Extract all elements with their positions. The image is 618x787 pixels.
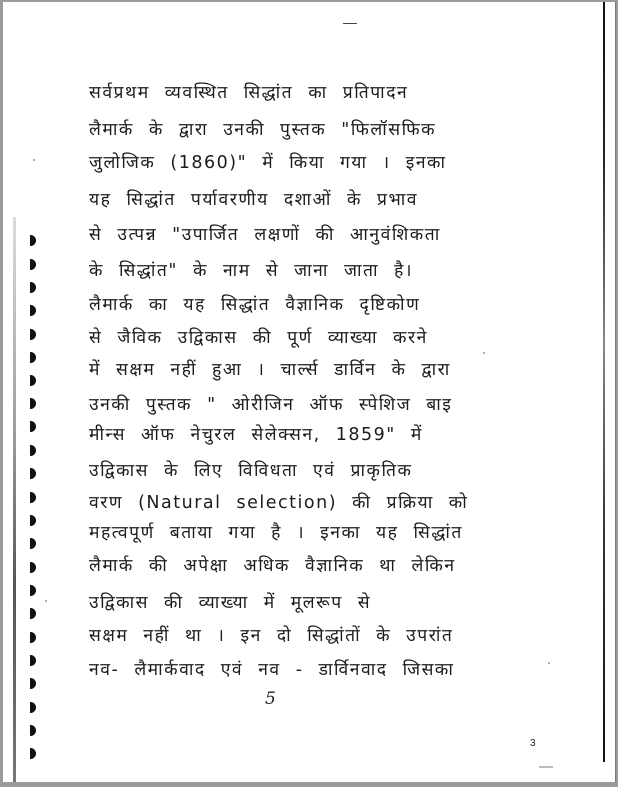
punch-hole-icon bbox=[30, 608, 36, 619]
punch-hole-icon bbox=[30, 398, 36, 409]
punch-hole-icon bbox=[30, 585, 36, 596]
text-line: नव- लैमार्कवाद एवं नव - डार्विनवाद जिसका bbox=[89, 660, 455, 680]
punch-hole-icon bbox=[30, 725, 36, 736]
punch-hole-icon bbox=[30, 259, 36, 270]
punch-hole-icon bbox=[30, 562, 36, 573]
text-line: मीन्स ऑफ नेचुरल सेलेक्सन, 1859" में bbox=[89, 425, 423, 445]
text-line: से जैविक उद्विकास की पूर्ण व्याख्या करने bbox=[89, 328, 428, 348]
scan-speck bbox=[33, 159, 35, 161]
text-line: में सक्षम नहीं हुआ । चार्ल्स डार्विन के द्वारा bbox=[89, 360, 451, 380]
text-line: उद्विकास की व्याख्या में मूलरूप से bbox=[89, 593, 372, 613]
text-line: से उत्पन्न "उपार्जित लक्षणों की आनुवंशिकता bbox=[89, 225, 441, 245]
punch-hole-icon bbox=[30, 678, 36, 689]
text-line: सक्षम नहीं था । इन दो सिद्धांतों के उपरांत bbox=[89, 626, 454, 646]
text-line: लैमार्क की अपेक्षा अधिक वैज्ञानिक था लेकिन bbox=[89, 556, 456, 576]
punch-hole-icon bbox=[30, 702, 36, 713]
text-line: जुलोजिक (1860)" में किया गया । इनका bbox=[89, 153, 447, 173]
scan-speck bbox=[548, 662, 550, 664]
right-margin-line bbox=[603, 2, 605, 762]
text-line: सर्वप्रथम व्यवस्थित सिद्धांत का प्रतिपादन bbox=[89, 83, 409, 103]
punch-hole-icon bbox=[30, 492, 36, 503]
text-line: उद्विकास के लिए विविधता एवं प्राकृतिक bbox=[89, 461, 413, 481]
punch-hole-icon bbox=[30, 632, 36, 643]
punch-hole-icon bbox=[30, 282, 36, 293]
punch-hole-icon bbox=[30, 655, 36, 666]
scan-mark bbox=[539, 766, 553, 768]
printed-page-number: 3 bbox=[530, 738, 536, 749]
scanned-page[interactable] bbox=[3, 2, 616, 782]
left-binding-edge bbox=[13, 217, 16, 782]
punch-hole-icon bbox=[30, 468, 36, 479]
punch-hole-icon bbox=[30, 305, 36, 316]
punch-hole-icon bbox=[30, 375, 36, 386]
punch-hole-icon bbox=[30, 235, 36, 246]
text-line: वरण (Natural selection) की प्रक्रिया को bbox=[89, 493, 469, 513]
text-line: महत्वपूर्ण बताया गया है । इनका यह सिद्धांत bbox=[89, 523, 463, 543]
punch-hole-icon bbox=[30, 538, 36, 549]
text-line: उनकी पुस्तक " ओरीजिन ऑफ स्पेशिज बाइ bbox=[89, 395, 453, 415]
text-line: यह सिद्धांत पर्यावरणीय दशाओं के प्रभाव bbox=[89, 190, 419, 210]
punch-hole-icon bbox=[30, 748, 36, 759]
punch-hole-icon bbox=[30, 329, 36, 340]
text-line: के सिद्धांत" के नाम से जाना जाता है। bbox=[89, 261, 413, 281]
handwritten-page-number: 5 bbox=[265, 689, 276, 709]
text-line: लैमार्क के द्वारा उनकी पुस्तक "फिलॉसफिक bbox=[89, 120, 437, 140]
punch-hole-icon bbox=[30, 352, 36, 363]
scan-speck bbox=[483, 352, 485, 354]
punch-hole-icon bbox=[30, 445, 36, 456]
scan-speck bbox=[45, 600, 47, 602]
text-line: लैमार्क का यह सिद्धांत वैज्ञानिक दृष्टिकोण bbox=[89, 295, 421, 315]
punch-hole-icon bbox=[30, 515, 36, 526]
punch-hole-icon bbox=[30, 421, 36, 432]
top-mark bbox=[343, 23, 357, 24]
